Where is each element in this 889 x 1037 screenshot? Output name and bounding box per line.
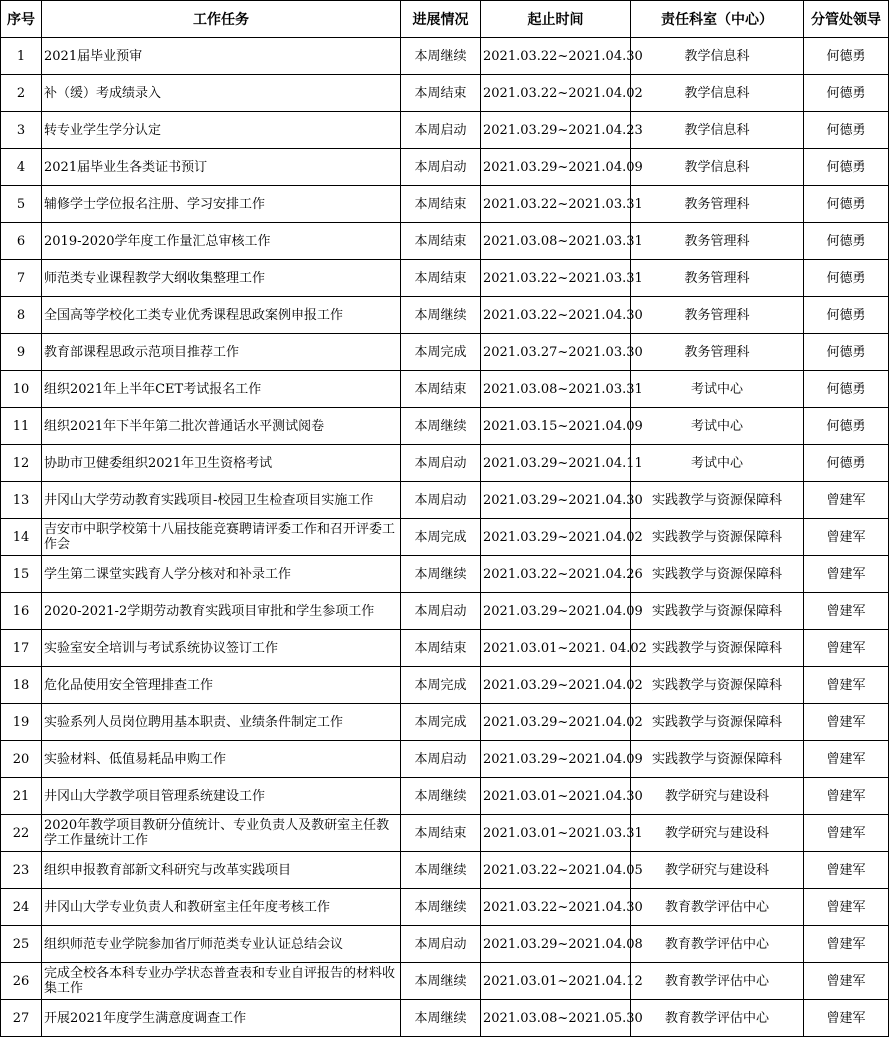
header-leader: 分管处领导 — [804, 1, 889, 38]
row-number: 3 — [1, 112, 42, 149]
leader-cell: 何德勇 — [804, 186, 889, 223]
dept-cell: 实践教学与资源保障科 — [631, 704, 804, 741]
table-row — [1, 186, 889, 223]
row-number: 22 — [1, 815, 42, 852]
row-number: 5 — [1, 186, 42, 223]
leader-cell: 曾建军 — [804, 593, 889, 630]
row-number: 9 — [1, 334, 42, 371]
task-cell: 井冈山大学教学项目管理系统建设工作 — [42, 778, 401, 815]
task-cell: 2021届毕业预审 — [42, 38, 401, 75]
period-cell: 2021.03.29~2021.04.30 — [481, 482, 631, 519]
row-number: 6 — [1, 223, 42, 260]
progress-cell: 本周继续 — [401, 778, 481, 815]
task-cell: 补（缓）考成绩录入 — [42, 75, 401, 112]
task-cell: 辅修学士学位报名注册、学习安排工作 — [42, 186, 401, 223]
period-cell: 2021.03.29~2021.04.02 — [481, 519, 631, 556]
progress-cell: 本周启动 — [401, 741, 481, 778]
table-row — [1, 852, 889, 889]
dept-cell: 教学研究与建设科 — [631, 815, 804, 852]
task-cell: 开展2021年度学生满意度调查工作 — [42, 1000, 401, 1037]
period-cell: 2021.03.27~2021.03.30 — [481, 334, 631, 371]
progress-cell: 本周继续 — [401, 852, 481, 889]
row-number: 26 — [1, 963, 42, 1000]
task-cell: 组织申报教育部新文科研究与改革实践项目 — [42, 852, 401, 889]
dept-cell: 教务管理科 — [631, 186, 804, 223]
leader-cell: 曾建军 — [804, 482, 889, 519]
period-cell: 2021.03.08~2021.03.31 — [481, 223, 631, 260]
task-cell: 吉安市中职学校第十八届技能竞赛聘请评委工作和召开评委工作会 — [42, 519, 401, 556]
period-cell: 2021.03.15~2021.04.09 — [481, 408, 631, 445]
dept-cell: 实践教学与资源保障科 — [631, 482, 804, 519]
table-row — [1, 963, 889, 1000]
progress-cell: 本周结束 — [401, 223, 481, 260]
dept-cell: 教育教学评估中心 — [631, 926, 804, 963]
period-cell: 2021.03.29~2021.04.23 — [481, 112, 631, 149]
table-row — [1, 149, 889, 186]
progress-cell: 本周启动 — [401, 112, 481, 149]
progress-cell: 本周继续 — [401, 38, 481, 75]
progress-cell: 本周完成 — [401, 334, 481, 371]
row-number: 8 — [1, 297, 42, 334]
dept-cell: 实践教学与资源保障科 — [631, 667, 804, 704]
task-cell: 危化品使用安全管理排查工作 — [42, 667, 401, 704]
task-cell: 学生第二课堂实践育人学分核对和补录工作 — [42, 556, 401, 593]
leader-cell: 何德勇 — [804, 334, 889, 371]
dept-cell: 教学信息科 — [631, 75, 804, 112]
dept-cell: 教学信息科 — [631, 149, 804, 186]
leader-cell: 何德勇 — [804, 297, 889, 334]
table-row — [1, 445, 889, 482]
leader-cell: 曾建军 — [804, 778, 889, 815]
dept-cell: 教学研究与建设科 — [631, 778, 804, 815]
period-cell: 2021.03.01~2021.04.12 — [481, 963, 631, 1000]
leader-cell: 曾建军 — [804, 1000, 889, 1037]
leader-cell: 曾建军 — [804, 815, 889, 852]
leader-cell: 何德勇 — [804, 223, 889, 260]
leader-cell: 何德勇 — [804, 38, 889, 75]
period-cell: 2021.03.22~2021.04.02 — [481, 75, 631, 112]
task-cell: 2020年教学项目教研分值统计、专业负责人及教研室主任教学工作量统计工作 — [42, 815, 401, 852]
period-cell: 2021.03.29~2021.04.09 — [481, 741, 631, 778]
task-cell: 协助市卫健委组织2021年卫生资格考试 — [42, 445, 401, 482]
table-row — [1, 297, 889, 334]
leader-cell: 曾建军 — [804, 556, 889, 593]
row-number: 1 — [1, 38, 42, 75]
period-cell: 2021.03.08~2021.03.31 — [481, 371, 631, 408]
leader-cell: 曾建军 — [804, 926, 889, 963]
leader-cell: 曾建军 — [804, 889, 889, 926]
table-row — [1, 334, 889, 371]
row-number: 4 — [1, 149, 42, 186]
table-row — [1, 630, 889, 667]
leader-cell: 何德勇 — [804, 149, 889, 186]
task-cell: 2021届毕业生各类证书预订 — [42, 149, 401, 186]
progress-cell: 本周启动 — [401, 149, 481, 186]
progress-cell: 本周继续 — [401, 408, 481, 445]
table-row — [1, 593, 889, 630]
leader-cell: 曾建军 — [804, 704, 889, 741]
task-cell: 实验材料、低值易耗品申购工作 — [42, 741, 401, 778]
period-cell: 2021.03.01~2021. 04.02 — [481, 630, 631, 667]
dept-cell: 教学信息科 — [631, 112, 804, 149]
period-cell: 2021.03.29~2021.04.09 — [481, 593, 631, 630]
progress-cell: 本周结束 — [401, 186, 481, 223]
table-row — [1, 482, 889, 519]
leader-cell: 曾建军 — [804, 741, 889, 778]
row-number: 25 — [1, 926, 42, 963]
table-row — [1, 519, 889, 556]
header-row — [1, 1, 889, 38]
progress-cell: 本周结束 — [401, 815, 481, 852]
progress-cell: 本周继续 — [401, 556, 481, 593]
dept-cell: 考试中心 — [631, 445, 804, 482]
task-cell: 实验室安全培训与考试系统协议签订工作 — [42, 630, 401, 667]
progress-cell: 本周启动 — [401, 482, 481, 519]
row-number: 21 — [1, 778, 42, 815]
table-row — [1, 112, 889, 149]
leader-cell: 何德勇 — [804, 445, 889, 482]
table-row — [1, 556, 889, 593]
period-cell: 2021.03.22~2021.04.26 — [481, 556, 631, 593]
task-cell: 井冈山大学劳动教育实践项目-校园卫生检查项目实施工作 — [42, 482, 401, 519]
table-row — [1, 38, 889, 75]
row-number: 10 — [1, 371, 42, 408]
task-cell: 完成全校各本科专业办学状态普查表和专业自评报告的材料收集工作 — [42, 963, 401, 1000]
dept-cell: 教育教学评估中心 — [631, 963, 804, 1000]
progress-cell: 本周继续 — [401, 889, 481, 926]
leader-cell: 曾建军 — [804, 963, 889, 1000]
task-cell: 组织师范专业学院参加省厅师范类专业认证总结会议 — [42, 926, 401, 963]
progress-cell: 本周继续 — [401, 297, 481, 334]
table-row — [1, 1000, 889, 1037]
task-cell: 全国高等学校化工类专业优秀课程思政案例申报工作 — [42, 297, 401, 334]
leader-cell: 曾建军 — [804, 852, 889, 889]
dept-cell: 教育教学评估中心 — [631, 889, 804, 926]
header-period: 起止时间 — [481, 1, 631, 38]
row-number: 23 — [1, 852, 42, 889]
row-number: 13 — [1, 482, 42, 519]
row-number: 12 — [1, 445, 42, 482]
period-cell: 2021.03.22~2021.03.31 — [481, 186, 631, 223]
table-row — [1, 926, 889, 963]
progress-cell: 本周完成 — [401, 519, 481, 556]
progress-cell: 本周启动 — [401, 926, 481, 963]
table-row — [1, 408, 889, 445]
row-number: 16 — [1, 593, 42, 630]
table-row — [1, 223, 889, 260]
table-row — [1, 741, 889, 778]
progress-cell: 本周完成 — [401, 704, 481, 741]
progress-cell: 本周结束 — [401, 630, 481, 667]
dept-cell: 实践教学与资源保障科 — [631, 630, 804, 667]
header-task: 工作任务 — [42, 1, 401, 38]
period-cell: 2021.03.29~2021.04.02 — [481, 704, 631, 741]
dept-cell: 教学信息科 — [631, 38, 804, 75]
period-cell: 2021.03.01~2021.03.31 — [481, 815, 631, 852]
progress-cell: 本周启动 — [401, 445, 481, 482]
dept-cell: 教育教学评估中心 — [631, 1000, 804, 1037]
dept-cell: 考试中心 — [631, 371, 804, 408]
leader-cell: 曾建军 — [804, 667, 889, 704]
period-cell: 2021.03.22~2021.03.31 — [481, 260, 631, 297]
dept-cell: 实践教学与资源保障科 — [631, 556, 804, 593]
table-row — [1, 667, 889, 704]
row-number: 27 — [1, 1000, 42, 1037]
period-cell: 2021.03.22~2021.04.05 — [481, 852, 631, 889]
row-number: 18 — [1, 667, 42, 704]
row-number: 14 — [1, 519, 42, 556]
table-row — [1, 75, 889, 112]
period-cell: 2021.03.29~2021.04.02 — [481, 667, 631, 704]
row-number: 2 — [1, 75, 42, 112]
leader-cell: 何德勇 — [804, 408, 889, 445]
period-cell: 2021.03.01~2021.04.30 — [481, 778, 631, 815]
table-row — [1, 778, 889, 815]
dept-cell: 教务管理科 — [631, 223, 804, 260]
period-cell: 2021.03.29~2021.04.08 — [481, 926, 631, 963]
row-number: 15 — [1, 556, 42, 593]
leader-cell: 曾建军 — [804, 630, 889, 667]
period-cell: 2021.03.22~2021.04.30 — [481, 297, 631, 334]
task-cell: 转专业学生学分认定 — [42, 112, 401, 149]
table-row — [1, 815, 889, 852]
dept-cell: 实践教学与资源保障科 — [631, 741, 804, 778]
progress-cell: 本周结束 — [401, 260, 481, 297]
row-number: 19 — [1, 704, 42, 741]
header-no: 序号 — [1, 1, 42, 38]
dept-cell: 实践教学与资源保障科 — [631, 519, 804, 556]
table-row — [1, 704, 889, 741]
dept-cell: 教务管理科 — [631, 260, 804, 297]
row-number: 24 — [1, 889, 42, 926]
period-cell: 2021.03.08~2021.05.30 — [481, 1000, 631, 1037]
row-number: 7 — [1, 260, 42, 297]
row-number: 17 — [1, 630, 42, 667]
task-cell: 井冈山大学专业负责人和教研室主任年度考核工作 — [42, 889, 401, 926]
leader-cell: 何德勇 — [804, 112, 889, 149]
leader-cell: 曾建军 — [804, 519, 889, 556]
task-cell: 2019-2020学年度工作量汇总审核工作 — [42, 223, 401, 260]
dept-cell: 考试中心 — [631, 408, 804, 445]
header-progress: 进展情况 — [401, 1, 481, 38]
dept-cell: 教务管理科 — [631, 334, 804, 371]
task-cell: 2020-2021-2学期劳动教育实践项目审批和学生参项工作 — [42, 593, 401, 630]
period-cell: 2021.03.29~2021.04.09 — [481, 149, 631, 186]
table-row — [1, 889, 889, 926]
task-cell: 师范类专业课程教学大纲收集整理工作 — [42, 260, 401, 297]
period-cell: 2021.03.22~2021.04.30 — [481, 889, 631, 926]
row-number: 11 — [1, 408, 42, 445]
dept-cell: 教学研究与建设科 — [631, 852, 804, 889]
period-cell: 2021.03.22~2021.04.30 — [481, 38, 631, 75]
leader-cell: 何德勇 — [804, 75, 889, 112]
row-number: 20 — [1, 741, 42, 778]
period-cell: 2021.03.29~2021.04.11 — [481, 445, 631, 482]
dept-cell: 实践教学与资源保障科 — [631, 593, 804, 630]
table-row — [1, 371, 889, 408]
progress-cell: 本周继续 — [401, 1000, 481, 1037]
leader-cell: 何德勇 — [804, 260, 889, 297]
task-cell: 组织2021年上半年CET考试报名工作 — [42, 371, 401, 408]
progress-cell: 本周继续 — [401, 963, 481, 1000]
leader-cell: 何德勇 — [804, 371, 889, 408]
task-cell: 教育部课程思政示范项目推荐工作 — [42, 334, 401, 371]
progress-cell: 本周完成 — [401, 667, 481, 704]
task-cell: 组织2021年下半年第二批次普通话水平测试阅卷 — [42, 408, 401, 445]
table-body — [1, 38, 889, 1037]
table-row — [1, 260, 889, 297]
progress-cell: 本周结束 — [401, 75, 481, 112]
progress-cell: 本周启动 — [401, 593, 481, 630]
task-cell: 实验系列人员岗位聘用基本职责、业绩条件制定工作 — [42, 704, 401, 741]
header-dept: 责任科室（中心） — [631, 1, 804, 38]
progress-cell: 本周结束 — [401, 371, 481, 408]
dept-cell: 教务管理科 — [631, 297, 804, 334]
